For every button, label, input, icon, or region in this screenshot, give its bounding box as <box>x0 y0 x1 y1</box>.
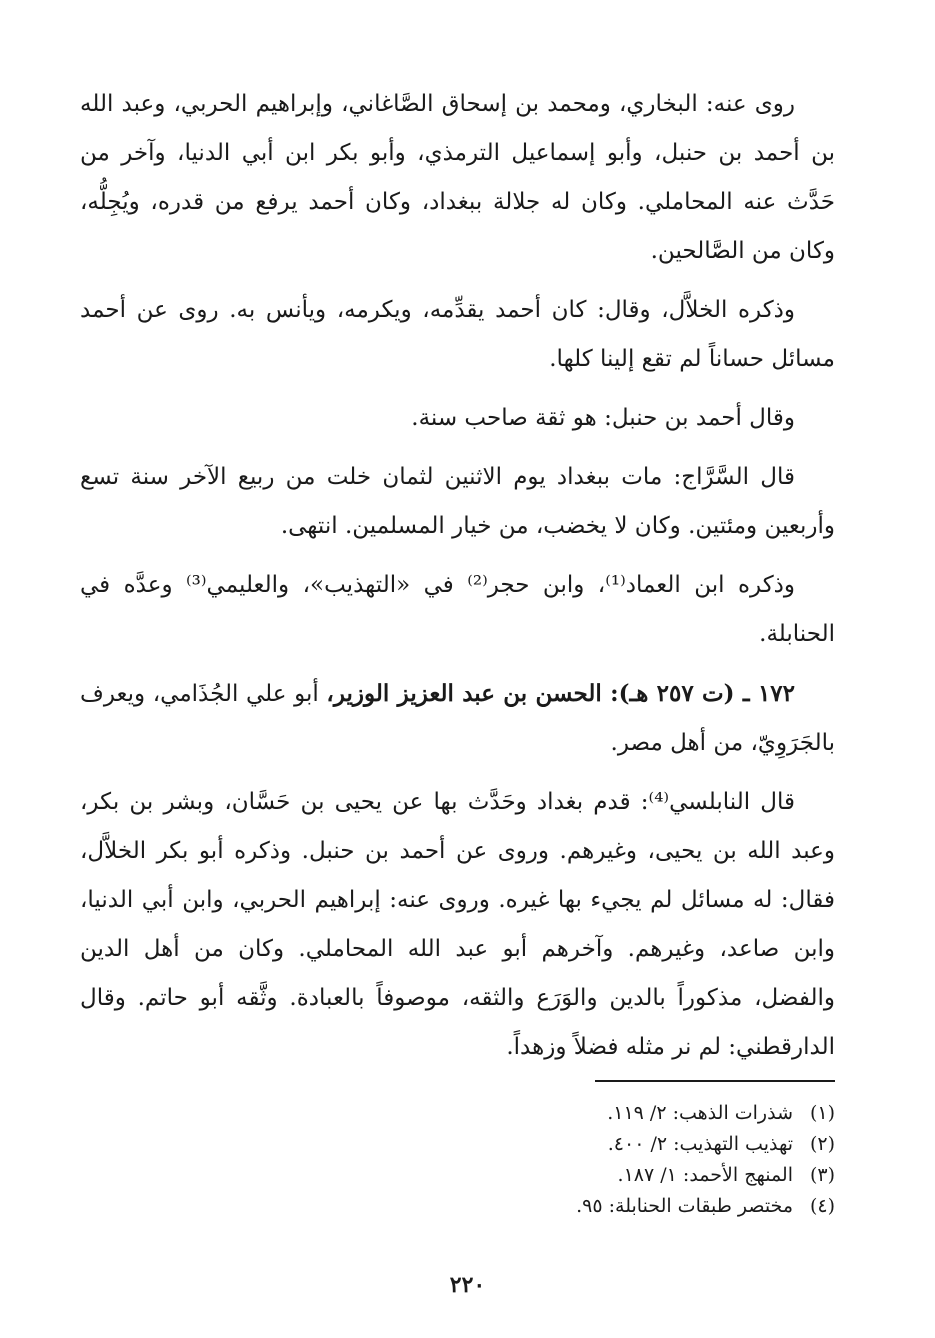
footnote-number: (١) <box>809 1102 835 1124</box>
footnote-text: المنهج الأحمد: ١/ ١٨٧. <box>617 1164 793 1186</box>
footnote-text: مختصر طبقات الحنابلة: ٩٥. <box>576 1195 793 1217</box>
footnotes <box>315 1098 835 1222</box>
entry-heading: ١٧٢ ـ (ت ٢٥٧ هـ): الحسن بن عبد العزيز الوزير، <box>326 680 795 707</box>
paragraph-khallal: وذكره الخلاَّل، وقال: كان أحمد يقدِّمه، ويكرمه، ويأنس به. روى عن أحمد مسائل حساناً لم تقع إلينا كلها. <box>80 297 835 372</box>
footnote-number: (٢) <box>809 1133 835 1155</box>
footnote-item <box>315 1129 835 1160</box>
footnote-item <box>315 1160 835 1191</box>
paragraph-sarraj: قال السَّرَّاج: مات ببغداد يوم الاثنين لثمان خلت من ربيع الآخر سنة تسع وأربعين ومئتين. وكان لا يخضب، من خيار المسلمين. انتهى. <box>80 464 835 539</box>
paragraph-narrators: روى عنه: البخاري، ومحمد بن إسحاق الصَّاغاني، وإبراهيم الحربي، وعبد الله بن أحمد بن حنبل، وأبو إسماعيل الترمذي، وأبو بكر ابن أبي الدنيا، وآخر من حَدَّث عنه المحاملي. وكان له جلالة ببغداد، وكان أحمد يرفع من قدره، ويُجِلُّه، وكان من الصَّالحين. <box>80 91 835 264</box>
main-text <box>80 80 835 1082</box>
footnote-item <box>315 1098 835 1129</box>
footnote-number: (٣) <box>809 1164 835 1186</box>
paragraph-ahmad-quote: وقال أحمد بن حنبل: هو ثقة صاحب سنة. <box>411 405 795 431</box>
paragraph-references: وذكره ابن العماد⁽¹⁾، وابن حجر⁽²⁾ في «التهذيب»، والعليمي⁽³⁾ وعدَّه في الحنابلة. <box>80 572 835 647</box>
footnote-text: تهذيب التهذيب: ٢/ ٤٠٠. <box>607 1133 793 1155</box>
footnote-text: شذرات الذهب: ٢/ ١١٩. <box>607 1102 793 1124</box>
footnote-divider <box>595 1080 835 1082</box>
entry-172 <box>80 669 835 768</box>
footnote-number: (٤) <box>809 1195 835 1217</box>
footnote-item <box>315 1191 835 1222</box>
paragraph-nabulsi: قال النابلسي⁽⁴⁾: قدم بغداد وحَدَّث بها عن يحيى بن حَسَّان، وبشر بن بكر، وعبد الله بن يحيى، وغيرهم. وروى عن أحمد بن حنبل. وذكره أبو بكر الخلاَّل، فقال: له مسائل لم يجيء بها غيره. وروى عنه: إبراهيم الحربي، وابن أبي الدنيا، وابن صاعد، وغيرهم. وآخرهم أبو عبد الله المحاملي. وكان من أهل الدين والفضل، مذكوراً بالدين والوَرَع والثقه، موصوفاً بالعبادة. وثَّقه أبو حاتم. وقال الدارقطني: لم نر مثله فضلاً وزهداً. <box>80 789 835 1060</box>
page-number: ٢٢٠ <box>449 1272 486 1298</box>
entry-rest: أبو علي الجُذَامي، ويعرف بالجَرَوِيّ، من أهل مصر. <box>80 681 835 756</box>
